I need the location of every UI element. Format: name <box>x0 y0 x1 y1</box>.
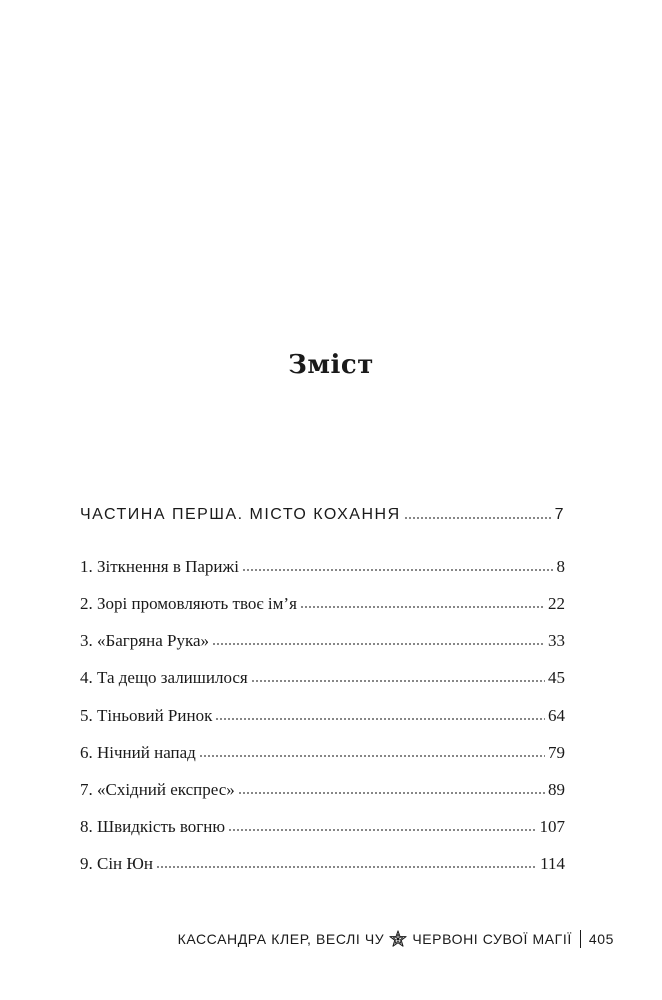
dot-leader <box>228 815 536 832</box>
toc-chapter-page: 22 <box>548 594 565 613</box>
page-title: Зміст <box>288 350 374 380</box>
dot-leader <box>404 503 552 519</box>
toc-part-page: 7 <box>554 506 565 523</box>
toc-chapter-page: 64 <box>548 706 565 725</box>
toc-chapter-page: 107 <box>539 817 565 836</box>
toc-chapter-label: 5. Тіньовий Ринок <box>80 706 213 725</box>
toc-chapter-label: 9. Сін Юн <box>80 854 153 873</box>
toc-chapter-page: 114 <box>540 854 565 873</box>
toc-part-label: ЧАСТИНА ПЕРША. МІСТО КОХАННЯ <box>80 506 401 523</box>
dot-leader <box>212 629 545 646</box>
dot-leader <box>238 778 545 795</box>
toc-chapter-page: 79 <box>548 743 565 762</box>
toc-chapter-entry <box>80 778 565 800</box>
toc-chapter-label: 2. Зорі промовляють твоє ім’я <box>80 594 297 613</box>
toc-chapter-entry <box>80 815 565 837</box>
page-number: 405 <box>588 931 614 947</box>
toc-chapter-entry <box>80 741 565 763</box>
toc-chapter-entry <box>80 852 565 874</box>
toc-part-entry <box>80 503 565 524</box>
toc-chapter-label: 1. Зіткнення в Парижі <box>80 557 240 576</box>
toc-chapter-label: 3. «Багряна Рука» <box>80 631 209 650</box>
toc-chapter-entry <box>80 592 565 614</box>
dot-leader <box>156 852 537 869</box>
dot-leader <box>242 555 553 572</box>
toc-chapter-page: 45 <box>548 668 565 687</box>
toc-chapter-page: 89 <box>548 780 565 799</box>
toc-chapter-label: 4. Та дещо залишилося <box>80 668 248 687</box>
footer-authors: КАССАНДРА КЛЕР, ВЕСЛІ ЧУ <box>177 931 385 947</box>
toc-chapter-page: 8 <box>556 557 565 576</box>
toc-chapter-label: 8. Швидкість вогню <box>80 817 226 836</box>
dot-leader <box>251 666 545 683</box>
toc-chapter-label: 7. «Східний експрес» <box>80 780 235 799</box>
toc-chapter-label: 6. Нічний напад <box>80 743 196 762</box>
toc-chapter-page: 33 <box>548 631 565 650</box>
toc-chapter-entry <box>80 704 565 726</box>
dot-leader <box>199 741 545 758</box>
footer-divider <box>580 930 581 948</box>
running-footer <box>178 930 614 948</box>
toc-chapter-entry <box>80 629 565 651</box>
dot-leader <box>215 704 545 721</box>
dot-leader <box>300 592 545 609</box>
footer-book-title: ЧЕРВОНІ СУВОЇ МАГІЇ <box>412 931 572 947</box>
toc-chapter-entry <box>80 666 565 688</box>
pentagram-star-icon <box>389 930 407 948</box>
toc-chapter-entry <box>80 555 565 577</box>
